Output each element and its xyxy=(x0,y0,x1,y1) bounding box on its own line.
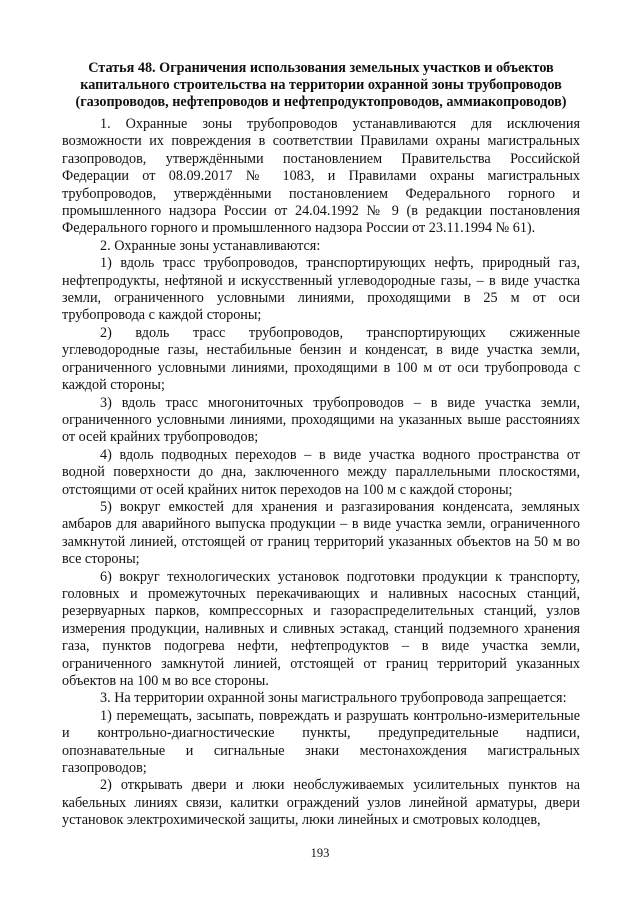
page-number: 193 xyxy=(310,846,330,860)
paragraph: 2. Охранные зоны устанавливаются: xyxy=(100,237,321,254)
document-page xyxy=(62,60,580,830)
paragraph: 2) вдоль трасс трубопроводов, транспортирующих сжиженные углеводородные газы, нестабильные бензин и конденсат, в виде участка земли, ограниченного условными линиями, проходящими в 100 м от оси трубопровода с каждой стороны; xyxy=(62,324,580,394)
paragraph: 3) вдоль трасс многониточных трубопроводов – в виде участка земли, ограниченного условными линиями, проходящими на указанных выше расстояниях от осей крайних трубопроводов; xyxy=(62,394,580,446)
paragraph: 1) вдоль трасс трубопроводов, транспортирующих нефть, природный газ, нефтепродукты, нефтяной и искусственный углеводородные газы, – в виде участка земли, ограниченного условными линиями, проходящими в 25 м от оси трубопровода с каждой стороны; xyxy=(62,255,580,324)
paragraph: 1. Охранные зоны трубопроводов устанавливаются для исключения возможности их повреждения в соответствии Правилами охраны магистральных газопроводов, утверждёнными постановлением Правительства Российской Федерации от 08.09.2017 № 1083, и Правилами охраны магистральных трубопроводов, утверждёнными постановлением Федерального горного и промышленного надзора России от 24.04.1992 № 9 (в редакции постановления Федерального горного и промышленного надзора России от 23.11.1994 № 61). xyxy=(62,116,580,237)
paragraph: 1) перемещать, засыпать, повреждать и разрушать контрольно-измерительные и контрольно-диагностические пункты, предупредительные надписи, опознавательные и сигнальные знаки местонахождения магистральных газопроводов; xyxy=(62,707,580,777)
paragraph: 5) вокруг емкостей для хранения и разгазирования конденсата, земляных амбаров для аварийного выпуска продукции – в виде участка земли, ограниченного замкнутой линией, отстоящей от границ территорий указанных объектов на 50 м во все стороны; xyxy=(62,498,580,568)
paragraph: 2) открывать двери и люки необслуживаемых усилительных пунктов на кабельных линиях связи, калитки ограждений узлов линейной арматуры, двери установок электрохимической защиты, люки линейных и смотровых колодцев, xyxy=(62,777,580,829)
paragraph: 4) вдоль подводных переходов – в виде участка водного пространства от водной поверхности до дна, заключенного между параллельными плоскостями, отстоящими от осей крайних ниток переходов на 100 м с каждой стороны; xyxy=(62,446,580,498)
paragraph: 3. На территории охранной зоны магистрального трубопровода запрещается: xyxy=(100,690,567,707)
article-title: Статья 48. Ограничения использования земельных участков и объектов капитального строительства на территории охранной зоны трубопроводов (газопроводов, нефтепроводов и нефтепродуктопроводов, аммиакопроводов) xyxy=(75,60,567,110)
paragraph: 6) вокруг технологических установок подготовки продукции к транспорту, головных и промежуточных перекачивающих и наливных насосных станций, резервуарных парков, компрессорных и газораспределительных станций, узлов измерения продукции, наливных и сливных эстакад, станций подземного хранения газа, пунктов подогрева нефти, нефтепродуктов – в виде участка земли, ограниченного замкнутой линией, отстоящей от границ территорий указанных объектов на 100 м во все стороны. xyxy=(62,568,580,689)
